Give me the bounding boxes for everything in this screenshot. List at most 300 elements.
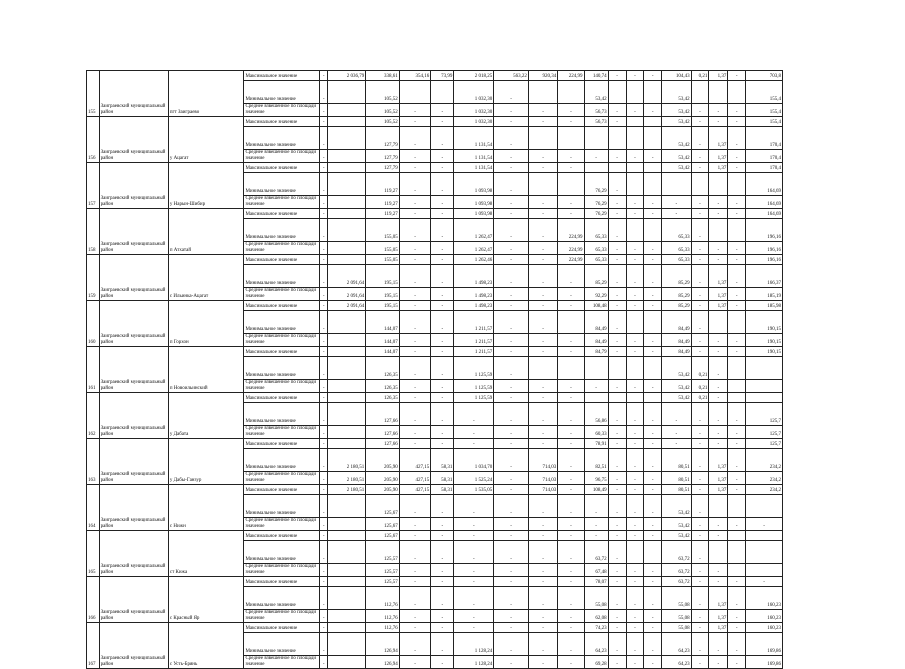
value-cell: 125,57 <box>366 564 400 577</box>
value-cell: - <box>728 334 746 347</box>
value-cell: - <box>399 518 430 531</box>
value-cell: 67,48 <box>584 564 608 577</box>
value-cell: - <box>728 656 746 669</box>
value-cell: - <box>528 393 557 403</box>
value-cell: - <box>431 357 454 380</box>
value-cell: 125,57 <box>366 541 400 564</box>
value-cell: 195,15 <box>366 265 400 288</box>
value-cell: 53,42 <box>662 357 691 380</box>
value-cell: - <box>399 117 430 127</box>
value-cell: - <box>662 403 691 426</box>
value-cell: - <box>494 623 529 633</box>
value-cell: - <box>626 472 644 485</box>
value-cell: - <box>644 623 662 633</box>
value-cell: 78,07 <box>584 577 608 587</box>
value-cell <box>644 117 662 127</box>
value-cell: - <box>494 541 529 564</box>
value-cell: 1 131,54 <box>454 163 494 173</box>
value-cell: 60,33 <box>584 426 608 439</box>
value-cell: 53,42 <box>662 117 691 127</box>
value-cell: - <box>728 242 746 255</box>
value-cell <box>328 242 366 255</box>
value-cell: - <box>528 117 557 127</box>
value-cell: - <box>746 577 783 587</box>
value-cell: - <box>644 531 662 541</box>
value-cell: 127,79 <box>366 150 400 163</box>
value-cell: - <box>691 495 709 518</box>
value-cell: - <box>320 173 328 196</box>
value-cell: - <box>662 209 691 219</box>
value-cell: - <box>320 255 328 265</box>
value-cell: - <box>528 577 557 587</box>
value-cell: - <box>320 288 328 301</box>
value-cell <box>328 564 366 577</box>
value-cell <box>626 311 644 334</box>
value-type-label: Максимальное значение <box>244 301 320 311</box>
value-cell: - <box>728 150 746 163</box>
value-cell: - <box>626 255 644 265</box>
table-row <box>87 439 783 449</box>
row-number: 156 <box>87 117 100 163</box>
value-cell: - <box>728 439 746 449</box>
table-row <box>87 393 783 403</box>
value-cell: 65,33 <box>584 242 608 255</box>
value-cell: - <box>691 577 709 587</box>
value-cell: - <box>494 265 529 288</box>
value-cell <box>328 518 366 531</box>
value-cell: - <box>431 656 454 669</box>
value-cell: - <box>558 163 584 173</box>
value-cell: - <box>558 587 584 610</box>
value-cell: - <box>528 301 557 311</box>
value-cell: 224,99 <box>558 242 584 255</box>
value-cell: - <box>728 71 746 81</box>
value-cell: - <box>431 288 454 301</box>
value-cell <box>328 577 366 587</box>
value-cell: - <box>528 403 557 426</box>
value-cell: - <box>528 495 557 518</box>
value-cell: - <box>320 403 328 426</box>
value-cell: - <box>608 633 626 656</box>
value-cell: - <box>691 426 709 439</box>
value-cell: - <box>626 518 644 531</box>
row-number: 160 <box>87 301 100 347</box>
value-cell: - <box>399 347 430 357</box>
value-cell: 1 032,30 <box>454 104 494 117</box>
value-cell: - <box>746 518 783 531</box>
value-cell <box>709 219 728 242</box>
value-cell: 1,37 <box>709 472 728 485</box>
value-cell: 84,49 <box>584 311 608 334</box>
value-cell: - <box>728 518 746 531</box>
value-cell: - <box>558 472 584 485</box>
value-cell: - <box>691 485 709 495</box>
value-cell: - <box>320 531 328 541</box>
value-type-label: Среднее взвешенное по площади значение <box>244 426 320 439</box>
value-cell: - <box>454 495 494 518</box>
row-number: 157 <box>87 163 100 209</box>
value-cell: 55,08 <box>584 587 608 610</box>
value-cell: - <box>494 311 529 334</box>
value-cell: - <box>454 403 494 426</box>
value-cell: 164,69 <box>746 209 783 219</box>
value-cell: - <box>320 163 328 173</box>
value-cell: - <box>584 150 608 163</box>
value-cell: 85,29 <box>662 288 691 301</box>
value-cell <box>399 81 430 104</box>
value-cell: 714,03 <box>528 449 557 472</box>
value-cell: - <box>320 347 328 357</box>
value-cell: 164,69 <box>746 196 783 209</box>
value-cell: - <box>691 311 709 334</box>
value-cell <box>328 127 366 150</box>
value-cell <box>558 357 584 380</box>
value-cell: - <box>608 347 626 357</box>
value-cell <box>558 81 584 104</box>
value-cell: 714,03 <box>528 485 557 495</box>
value-cell: 1,37 <box>709 623 728 633</box>
value-cell: 190,15 <box>746 334 783 347</box>
value-cell: - <box>399 380 430 393</box>
value-cell: 205,90 <box>366 472 400 485</box>
value-cell: - <box>399 623 430 633</box>
value-cell <box>746 564 783 577</box>
value-type-label: Минимальное значение <box>244 449 320 472</box>
value-cell: - <box>399 104 430 117</box>
value-cell: 78,91 <box>584 439 608 449</box>
value-cell: - <box>494 610 529 623</box>
value-cell: - <box>558 633 584 656</box>
value-cell <box>528 173 557 196</box>
value-cell: - <box>454 439 494 449</box>
value-cell: 80,51 <box>662 449 691 472</box>
value-cell: 190,15 <box>746 347 783 357</box>
value-cell: - <box>728 104 746 117</box>
value-cell: - <box>626 633 644 656</box>
value-type-label: Минимальное значение <box>244 541 320 564</box>
value-cell: - <box>558 656 584 669</box>
value-cell: - <box>608 403 626 426</box>
value-cell <box>746 541 783 564</box>
value-cell: - <box>709 196 728 209</box>
value-cell: 127,66 <box>366 426 400 439</box>
value-cell <box>608 81 626 104</box>
value-cell: 108,48 <box>584 301 608 311</box>
value-cell: 53,42 <box>662 127 691 150</box>
value-cell: - <box>431 541 454 564</box>
value-cell <box>728 81 746 104</box>
value-cell: - <box>644 426 662 439</box>
value-cell: 205,90 <box>366 485 400 495</box>
value-cell: 155,05 <box>366 255 400 265</box>
value-cell: - <box>728 587 746 610</box>
value-cell: 155,4 <box>746 104 783 117</box>
value-cell: - <box>709 531 728 541</box>
value-cell: - <box>320 196 328 209</box>
value-cell: - <box>558 541 584 564</box>
value-cell: - <box>494 577 529 587</box>
value-cell <box>328 380 366 393</box>
value-cell: 155,05 <box>366 242 400 255</box>
value-cell <box>584 393 608 403</box>
value-cell: 427,15 <box>399 449 430 472</box>
table-row <box>87 301 783 311</box>
value-cell: 2 018,25 <box>454 71 494 81</box>
value-cell: - <box>709 357 728 380</box>
value-cell: 0,21 <box>691 393 709 403</box>
value-cell: - <box>709 564 728 577</box>
value-cell: - <box>709 209 728 219</box>
value-cell: - <box>728 403 746 426</box>
value-cell: - <box>431 393 454 403</box>
value-cell: 85,29 <box>662 301 691 311</box>
value-cell: 144,07 <box>366 334 400 347</box>
value-cell: - <box>691 334 709 347</box>
value-cell: - <box>494 633 529 656</box>
value-cell <box>728 380 746 393</box>
value-cell: - <box>691 564 709 577</box>
value-type-label: Минимальное значение <box>244 127 320 150</box>
value-cell: - <box>558 380 584 393</box>
value-cell: - <box>728 265 746 288</box>
value-cell: - <box>431 577 454 587</box>
value-cell: - <box>691 242 709 255</box>
value-cell: - <box>608 577 626 587</box>
value-cell: 155,4 <box>746 117 783 127</box>
value-cell: - <box>558 196 584 209</box>
value-cell: - <box>608 485 626 495</box>
value-cell <box>644 127 662 150</box>
value-cell: - <box>691 209 709 219</box>
value-cell: - <box>558 439 584 449</box>
district-name: Заиграевский муниципальный район <box>99 255 168 301</box>
value-cell: - <box>494 334 529 347</box>
value-cell: - <box>709 104 728 117</box>
value-cell: - <box>728 449 746 472</box>
value-cell <box>728 357 746 380</box>
value-type-label: Среднее взвешенное по площади значение <box>244 656 320 669</box>
value-cell: 2 180,51 <box>328 485 366 495</box>
value-cell: - <box>454 587 494 610</box>
value-cell: - <box>709 656 728 669</box>
value-cell: - <box>320 577 328 587</box>
value-cell: - <box>691 623 709 633</box>
value-cell: - <box>626 347 644 357</box>
value-cell: - <box>691 472 709 485</box>
value-cell: 1,37 <box>709 150 728 163</box>
value-cell: - <box>528 242 557 255</box>
value-cell: 338,61 <box>366 71 400 81</box>
value-cell: - <box>728 610 746 623</box>
value-type-label: Максимальное значение <box>244 439 320 449</box>
value-cell: - <box>528 196 557 209</box>
value-cell: 144,07 <box>366 311 400 334</box>
value-cell: 63,72 <box>662 541 691 564</box>
value-cell <box>584 163 608 173</box>
value-cell: 224,99 <box>558 71 584 81</box>
value-cell: - <box>320 518 328 531</box>
value-cell: 1 032,30 <box>454 117 494 127</box>
value-type-label: Среднее взвешенное по площади значение <box>244 334 320 347</box>
value-cell: 64,23 <box>584 633 608 656</box>
value-cell: - <box>431 242 454 255</box>
table-row <box>87 485 783 495</box>
value-cell: - <box>691 587 709 610</box>
value-cell: 354,16 <box>399 71 430 81</box>
table-row <box>87 209 783 219</box>
value-cell <box>644 173 662 196</box>
value-cell: - <box>528 209 557 219</box>
value-cell: 1,37 <box>709 163 728 173</box>
value-cell: 195,15 <box>366 301 400 311</box>
value-cell: 2 180,51 <box>328 449 366 472</box>
value-cell: - <box>431 150 454 163</box>
value-cell: 1,37 <box>709 485 728 495</box>
value-cell: - <box>644 301 662 311</box>
value-cell: - <box>399 242 430 255</box>
value-cell: 1,37 <box>709 288 728 301</box>
value-type-label: Среднее взвешенное по площади значение <box>244 150 320 163</box>
value-cell <box>328 347 366 357</box>
value-cell: - <box>608 242 626 255</box>
value-cell: - <box>528 518 557 531</box>
value-cell: - <box>626 531 644 541</box>
value-cell <box>328 311 366 334</box>
value-cell: - <box>399 196 430 209</box>
value-cell: - <box>528 163 557 173</box>
value-cell: - <box>431 403 454 426</box>
value-cell: - <box>644 449 662 472</box>
value-cell: - <box>431 265 454 288</box>
value-type-label: Среднее взвешенное по площади значение <box>244 104 320 117</box>
value-type-label: Максимальное значение <box>244 623 320 633</box>
value-cell: - <box>558 577 584 587</box>
value-cell: - <box>454 426 494 439</box>
value-cell: - <box>626 426 644 439</box>
value-cell: - <box>399 150 430 163</box>
value-cell: - <box>608 104 626 117</box>
value-cell: 105,52 <box>366 117 400 127</box>
value-cell: - <box>320 623 328 633</box>
value-cell: 112,76 <box>366 587 400 610</box>
value-cell: 53,42 <box>662 518 691 531</box>
value-cell: - <box>558 265 584 288</box>
settlement-name: с Нижн <box>168 485 244 531</box>
value-cell: - <box>454 577 494 587</box>
value-cell: - <box>626 449 644 472</box>
value-cell <box>626 127 644 150</box>
value-cell: - <box>320 587 328 610</box>
value-cell: - <box>691 656 709 669</box>
value-cell: - <box>528 426 557 439</box>
value-cell <box>626 163 644 173</box>
value-cell <box>626 173 644 196</box>
value-cell: - <box>320 633 328 656</box>
value-cell <box>328 255 366 265</box>
value-cell <box>328 357 366 380</box>
value-cell: 196,16 <box>746 242 783 255</box>
value-cell: - <box>431 173 454 196</box>
value-type-label: Среднее взвешенное по площади значение <box>244 472 320 485</box>
value-cell <box>328 81 366 104</box>
settlement-name: ст Кижа <box>168 531 244 577</box>
value-cell <box>608 163 626 173</box>
value-cell: - <box>528 380 557 393</box>
value-cell: - <box>494 163 529 173</box>
value-cell: - <box>431 209 454 219</box>
value-cell: 1,37 <box>709 610 728 623</box>
value-cell: - <box>399 163 430 173</box>
value-cell <box>328 403 366 426</box>
value-cell: - <box>494 196 529 209</box>
value-cell: - <box>431 301 454 311</box>
value-cell: 53,42 <box>662 531 691 541</box>
value-cell <box>328 610 366 623</box>
table-row <box>87 71 783 81</box>
value-cell: 234,2 <box>746 449 783 472</box>
value-cell: - <box>399 495 430 518</box>
value-cell: - <box>626 301 644 311</box>
value-cell: - <box>608 564 626 577</box>
value-cell: - <box>644 380 662 393</box>
value-cell: - <box>626 334 644 347</box>
value-cell: - <box>431 610 454 623</box>
value-cell <box>746 380 783 393</box>
value-cell: 84,49 <box>584 334 608 347</box>
value-cell: - <box>528 541 557 564</box>
value-cell: - <box>709 347 728 357</box>
value-cell: 55,08 <box>662 623 691 633</box>
value-cell: 196,16 <box>746 219 783 242</box>
value-cell: 155,05 <box>366 219 400 242</box>
value-cell: - <box>728 209 746 219</box>
value-cell: 1 032,30 <box>454 81 494 104</box>
value-cell <box>662 173 691 196</box>
value-cell: - <box>691 255 709 265</box>
value-cell: 84,49 <box>662 334 691 347</box>
value-cell: - <box>608 265 626 288</box>
value-cell: - <box>494 472 529 485</box>
value-cell: 1,37 <box>709 71 728 81</box>
value-cell: - <box>728 196 746 209</box>
value-cell <box>728 219 746 242</box>
value-cell: 84,49 <box>662 311 691 334</box>
district-name: Заиграевский муниципальный район <box>99 347 168 393</box>
value-cell: 53,42 <box>662 163 691 173</box>
value-cell: 127,66 <box>366 403 400 426</box>
value-cell: 920,34 <box>528 71 557 81</box>
value-cell: - <box>558 301 584 311</box>
value-cell: - <box>608 495 626 518</box>
value-cell <box>328 393 366 403</box>
value-cell: - <box>494 656 529 669</box>
value-cell: 714,03 <box>528 472 557 485</box>
value-cell: - <box>728 485 746 495</box>
value-cell: - <box>320 426 328 439</box>
value-cell: - <box>644 577 662 587</box>
district-name: Заиграевский муниципальный район <box>99 623 168 669</box>
table-row <box>87 577 783 587</box>
value-cell <box>328 656 366 669</box>
value-cell: - <box>431 163 454 173</box>
value-cell: 119,27 <box>366 196 400 209</box>
value-cell: - <box>528 265 557 288</box>
value-cell: - <box>399 541 430 564</box>
value-cell: - <box>626 623 644 633</box>
value-cell: - <box>558 403 584 426</box>
value-cell: - <box>626 495 644 518</box>
value-cell: 155,4 <box>746 81 783 104</box>
